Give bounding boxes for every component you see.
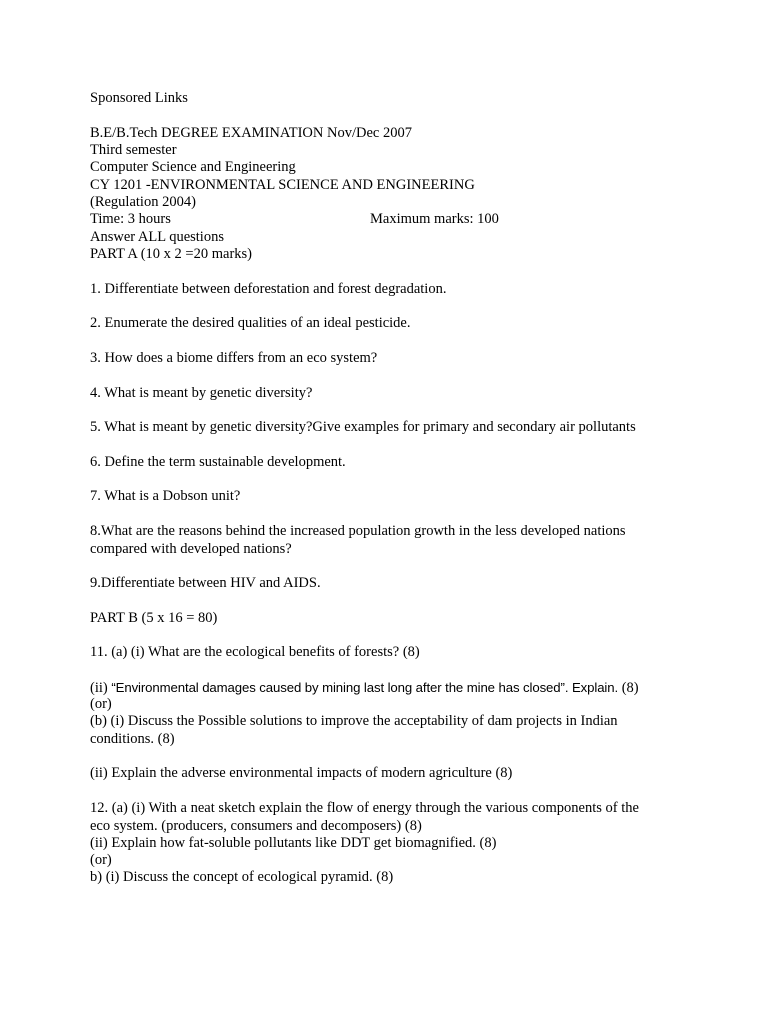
exam-time: Time: 3 hours	[90, 211, 171, 227]
or-separator-2: (or)	[90, 852, 112, 868]
question-9: 9.Differentiate between HIV and AIDS.	[90, 575, 321, 591]
question-12-a-i-line-1: 12. (a) (i) With a neat sketch explain the flow of energy through the various components of the	[90, 800, 639, 816]
regulation: (Regulation 2004)	[90, 194, 196, 210]
question-3: 3. How does a biome differs from an eco system?	[90, 350, 378, 366]
sponsored-links: Sponsored Links	[90, 90, 188, 106]
question-1: 1. Differentiate between deforestation and forest degradation.	[90, 281, 447, 297]
question-11-a-ii	[90, 679, 639, 697]
question-8-line-2: compared with developed nations?	[90, 541, 292, 557]
question-11-a-ii-marks: (8)	[618, 680, 639, 696]
question-8-line-1: 8.What are the reasons behind the increased population growth in the less developed nations	[90, 523, 626, 539]
question-4: 4. What is meant by genetic diversity?	[90, 385, 313, 401]
question-7: 7. What is a Dobson unit?	[90, 488, 241, 504]
or-separator-1: (or)	[90, 696, 112, 712]
question-5: 5. What is meant by genetic diversity?Give examples for primary and secondary air pollutants	[90, 419, 636, 435]
question-11-b-i-line-2: conditions. (8)	[90, 731, 175, 747]
question-6: 6. Define the term sustainable development.	[90, 454, 346, 470]
max-marks: Maximum marks: 100	[370, 211, 499, 227]
question-12-b-i: b) (i) Discuss the concept of ecological pyramid. (8)	[90, 869, 394, 885]
question-11-a-ii-label: (ii)	[90, 680, 112, 696]
course-title: CY 1201 -ENVIRONMENTAL SCIENCE AND ENGINEERING	[90, 177, 475, 193]
question-2: 2. Enumerate the desired qualities of an ideal pesticide.	[90, 315, 411, 331]
question-11-b-ii: (ii) Explain the adverse environmental impacts of modern agriculture (8)	[90, 765, 513, 781]
question-11-a-ii-quote: “Environmental damages caused by mining last long after the mine has closed”. Explain.	[111, 680, 619, 695]
exam-title: B.E/B.Tech DEGREE EXAMINATION Nov/Dec 2007	[90, 125, 412, 141]
department: Computer Science and Engineering	[90, 159, 296, 175]
semester: Third semester	[90, 142, 177, 158]
question-12-a-i-line-2: eco system. (producers, consumers and decomposers) (8)	[90, 818, 422, 834]
question-11-b-i-line-1: (b) (i) Discuss the Possible solutions to improve the acceptability of dam projects in Indian	[90, 713, 618, 729]
question-11-a-i: 11. (a) (i) What are the ecological benefits of forests? (8)	[90, 644, 420, 660]
question-12-a-ii: (ii) Explain how fat-soluble pollutants like DDT get biomagnified. (8)	[90, 835, 497, 851]
part-b-title: PART B (5 x 16 = 80)	[90, 610, 218, 626]
part-a-title: PART A (10 x 2 =20 marks)	[90, 246, 252, 262]
instruction: Answer ALL questions	[90, 229, 224, 245]
